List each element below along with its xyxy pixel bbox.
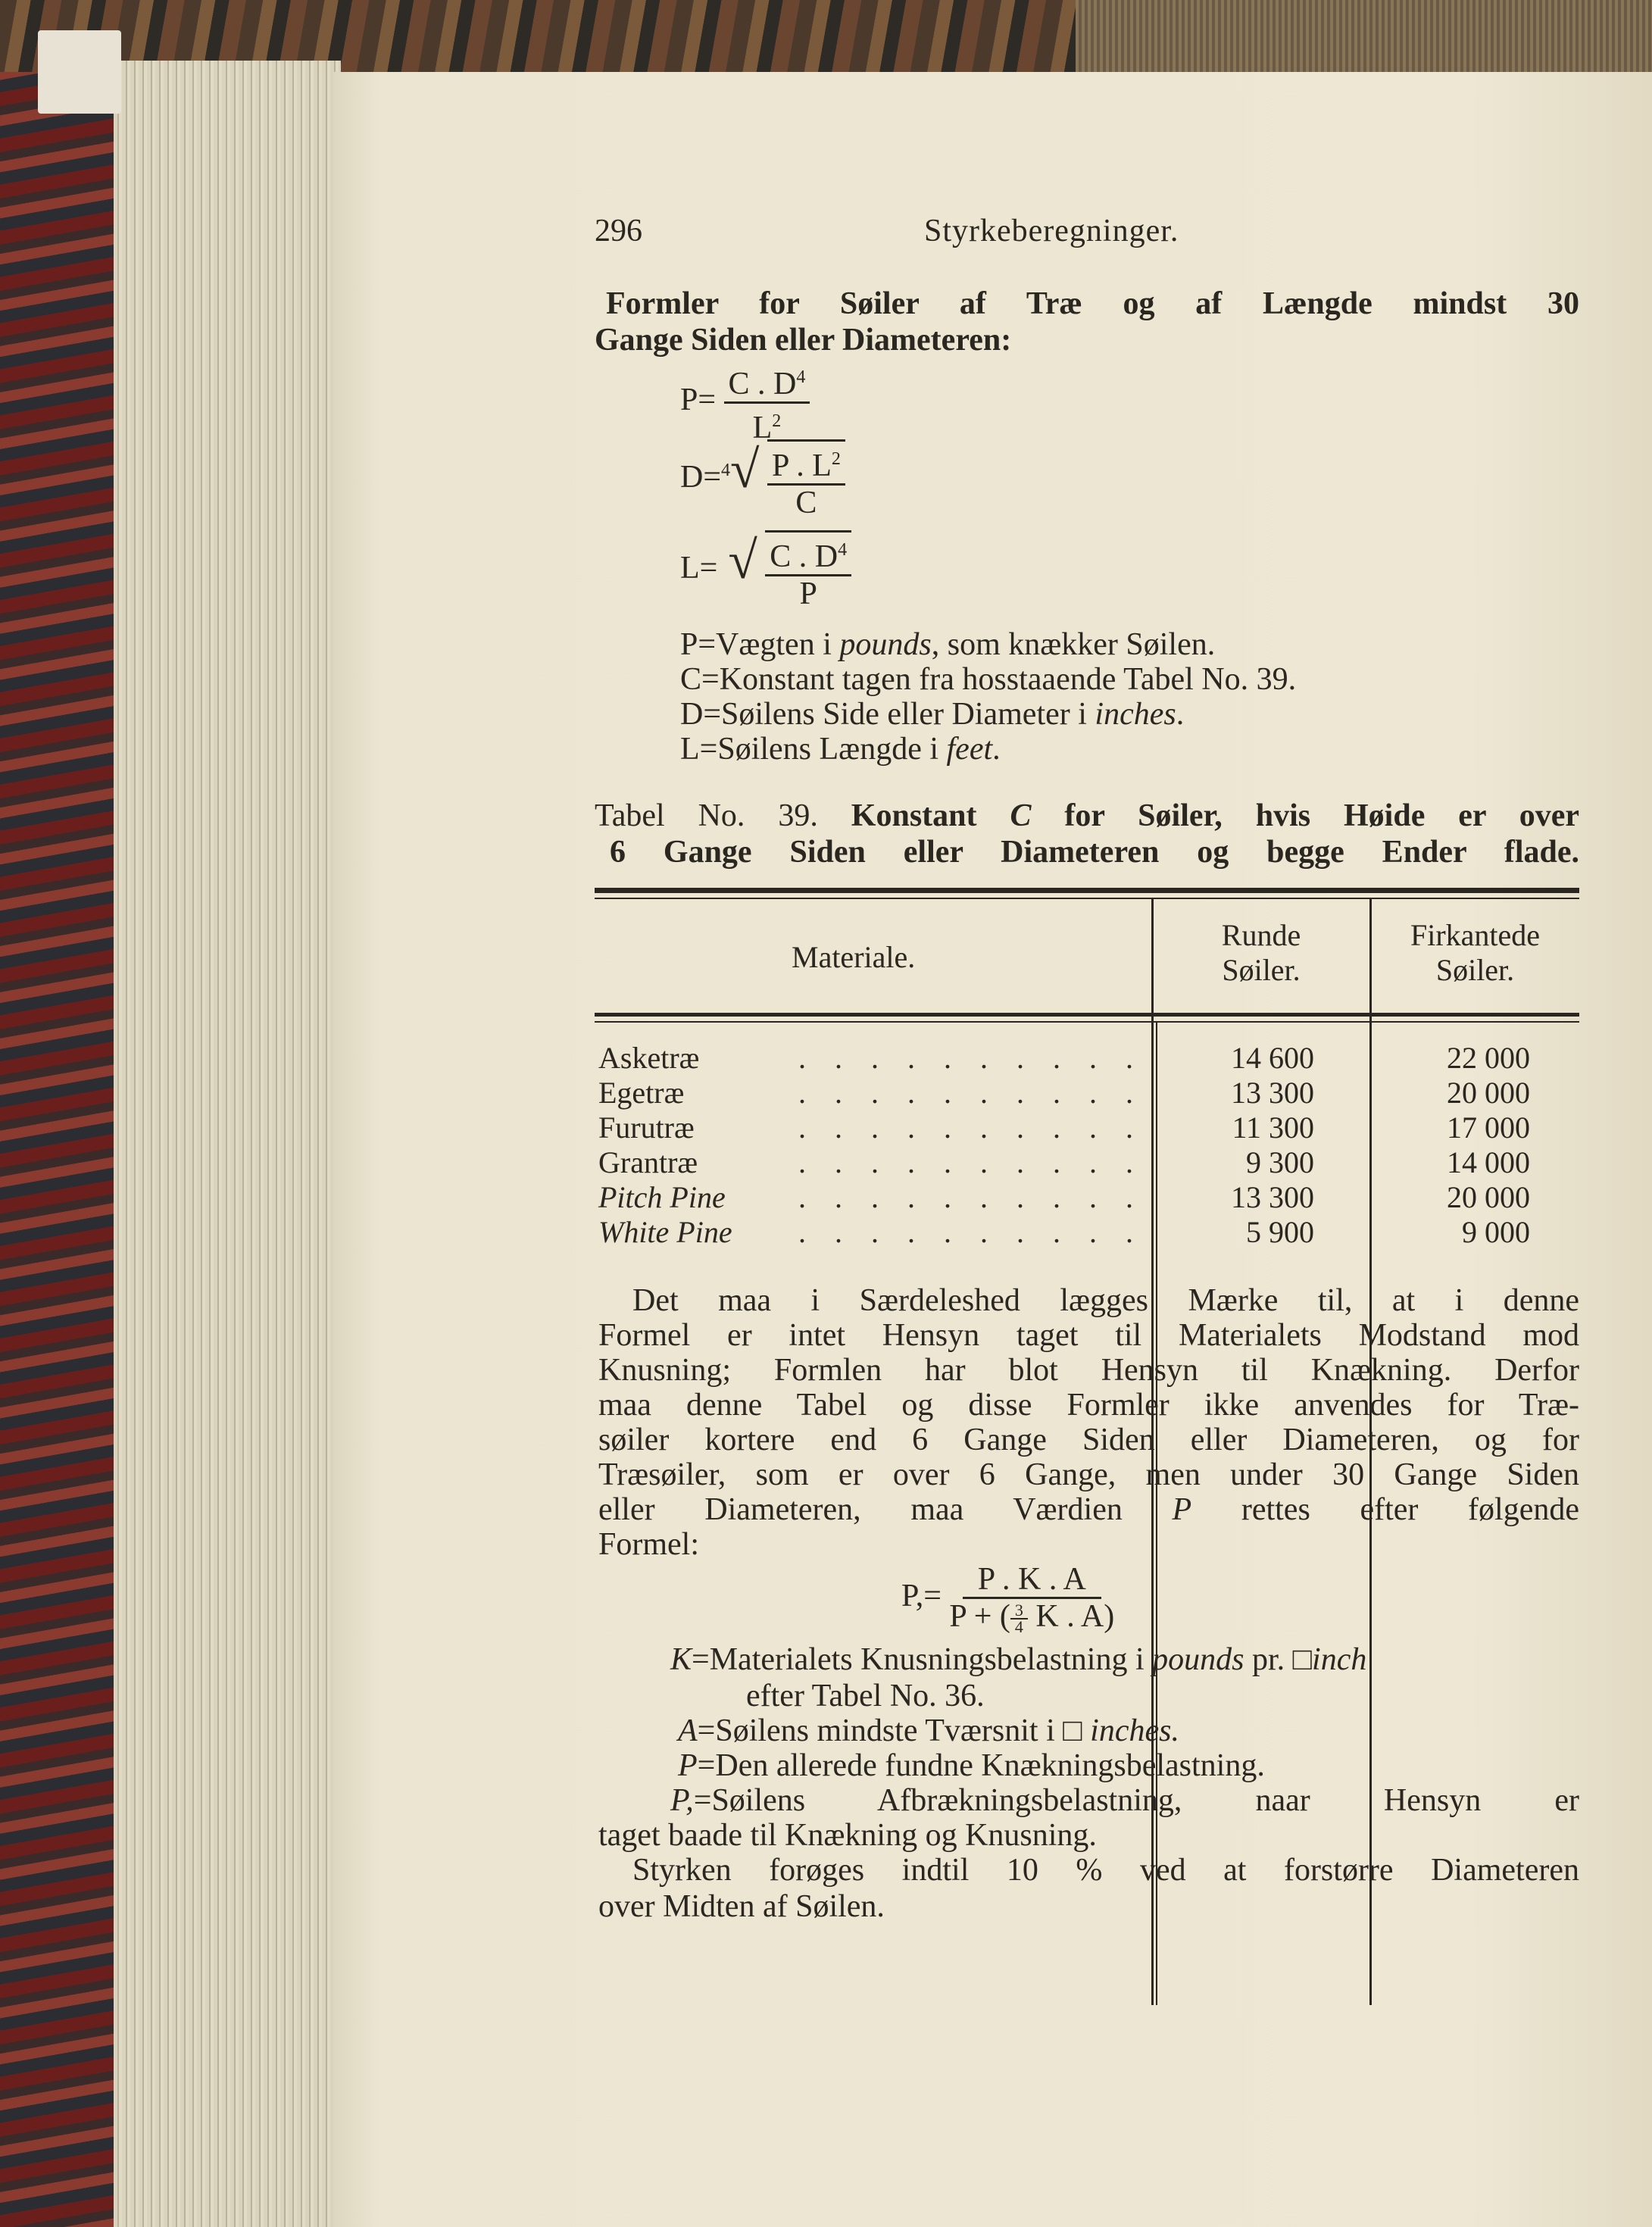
square-value: 17 000 — [1447, 1110, 1530, 1145]
equals-sign: = — [698, 383, 717, 418]
equals-sign: = — [703, 460, 722, 495]
cover-corner — [38, 30, 121, 114]
definition-l: L=Søilens Længde i feet. — [680, 732, 1001, 767]
definition-p-found: P=Den allerede fundne Knækningsbelastning. — [678, 1748, 1265, 1783]
radical-icon: √ — [728, 532, 757, 591]
round-value: 11 300 — [1232, 1110, 1314, 1145]
equals-sign: = — [699, 551, 718, 586]
material-name: Grantræ — [598, 1145, 698, 1179]
section-title-line-2: Gange Siden eller Diameteren: — [595, 323, 1012, 358]
table-top-rule — [595, 888, 1579, 893]
paragraph-line: Det maa i Særdeleshed lægges Mærke til, at i denne — [632, 1283, 1579, 1318]
table-header-rule-thin — [595, 1021, 1579, 1023]
paragraph-line: maa denne Tabel og disse Formler ikke anvendes for Træ- — [598, 1388, 1579, 1423]
definition-c: C=Konstant tagen fra hosstaaende Tabel No. 39. — [680, 662, 1297, 697]
formula-lhs: D — [680, 460, 704, 495]
definition-p-comma-line-2: taget baade til Knækning og Knusning. — [598, 1818, 1097, 1853]
page-number: 296 — [595, 214, 642, 248]
table-caption-line-1: Tabel No. 39. Konstant C for Søiler, hvis Høide er over — [595, 798, 1580, 833]
final-line-2: over Midten af Søilen. — [598, 1889, 885, 1924]
formula-l — [680, 530, 851, 611]
definition-d: D=Søilens Side eller Diameter i inches. — [680, 697, 1185, 732]
square-value: 20 000 — [1447, 1076, 1530, 1110]
exponent: 4 — [838, 540, 848, 560]
table-row — [598, 1076, 684, 1110]
round-value: 9 300 — [1246, 1145, 1314, 1179]
round-value: 14 600 — [1231, 1041, 1314, 1075]
square-value: 9 000 — [1462, 1215, 1530, 1249]
leader-dots: . . . . . . . . . . — [798, 1110, 1144, 1145]
material-name: Furutræ — [598, 1110, 695, 1145]
paragraph-line: søiler kortere end 6 Gange Siden eller Diameteren, og for — [598, 1423, 1579, 1457]
leader-dots: . . . . . . . . . . — [798, 1145, 1144, 1179]
binding-cloth — [1076, 0, 1652, 72]
definition-k-line-2: efter Tabel No. 36. — [746, 1679, 985, 1713]
leader-dots: . . . . . . . . . . — [798, 1180, 1144, 1214]
table-caption-line-2: 6 Gange Siden eller Diameteren og begge Ender flade. — [610, 835, 1579, 870]
square-value: 22 000 — [1447, 1041, 1530, 1075]
paragraph-line: Knusning; Formlen har blot Hensyn til Knækning. Derfor — [598, 1353, 1579, 1388]
denominator: C — [795, 486, 817, 520]
section-title-line-1: Formler for Søiler af Træ og af Længde mindst 30 — [606, 286, 1579, 321]
exponent: 2 — [831, 449, 841, 469]
formula-lhs: P — [680, 383, 698, 418]
table-top-rule-thin — [595, 898, 1579, 899]
paragraph-line: Formel er intet Hensyn taget til Materialets Modstand mod — [598, 1318, 1579, 1353]
definition-p: P=Vægten i pounds, som knækker Søilen. — [680, 627, 1216, 662]
table-row — [598, 1041, 699, 1076]
exponent: 2 — [772, 411, 782, 431]
denominator: P — [799, 576, 817, 611]
material-name: Egetræ — [598, 1076, 685, 1110]
header-round: Runde Søiler. — [1221, 918, 1301, 987]
square-value: 14 000 — [1447, 1145, 1530, 1179]
definition-a: A=Søilens mindste Tværsnit i □ inches. — [678, 1713, 1179, 1748]
paragraph-line: Formel: — [598, 1527, 699, 1562]
formula-d — [680, 439, 845, 520]
radical-icon: √ — [730, 441, 760, 500]
final-line-1: Styrken forøges indtil 10 % ved at forstørre Diameteren — [632, 1853, 1579, 1888]
table-row — [598, 1145, 698, 1180]
table-row — [598, 1110, 695, 1145]
denominator: L — [752, 411, 773, 445]
exponent: 4 — [796, 367, 806, 387]
material-name: Pitch Pine — [598, 1180, 726, 1214]
formula-lhs: L — [680, 551, 700, 586]
marbled-cover — [0, 0, 129, 2227]
formula-p-comma: P,= P . K . A P + ( $\frac{3}{4}$ K . A) — [901, 1562, 1115, 1637]
numerator: C . D — [770, 539, 838, 574]
leader-dots: . . . . . . . . . . — [798, 1041, 1144, 1075]
page-edges — [114, 61, 341, 2227]
round-value: 5 900 — [1246, 1215, 1314, 1249]
numerator: C . D — [728, 367, 797, 401]
root-index: 4 — [721, 461, 731, 481]
leader-dots: . . . . . . . . . . — [798, 1076, 1144, 1110]
formula-p — [680, 360, 810, 445]
header-square: Firkantede Søiler. — [1410, 918, 1541, 987]
material-name: Asketræ — [598, 1041, 700, 1075]
material-name: White Pine — [598, 1215, 732, 1249]
paragraph-line: eller Diameteren, maa Værdien P rettes efter følgende — [598, 1492, 1579, 1527]
square-value: 20 000 — [1447, 1180, 1530, 1214]
definition-p-comma: P,=Søilens Afbrækningsbelastning, naar Hensyn er — [670, 1783, 1579, 1818]
leader-dots: . . . . . . . . . . — [798, 1215, 1144, 1249]
round-value: 13 300 — [1231, 1180, 1314, 1214]
table-header-rule — [595, 1013, 1579, 1017]
header-material: Materiale. — [792, 940, 916, 974]
numerator: P . L — [771, 448, 832, 483]
definition-k: K=Materialets Knusningsbelastning i pounds pr. □inch — [670, 1642, 1367, 1677]
table-row — [598, 1180, 726, 1215]
running-title: Styrkeberegninger. — [924, 214, 1179, 248]
round-value: 13 300 — [1231, 1076, 1314, 1110]
paragraph-line: Træsøiler, som er over 6 Gange, men under 30 Gange Siden — [598, 1457, 1579, 1492]
table-row — [598, 1215, 732, 1250]
